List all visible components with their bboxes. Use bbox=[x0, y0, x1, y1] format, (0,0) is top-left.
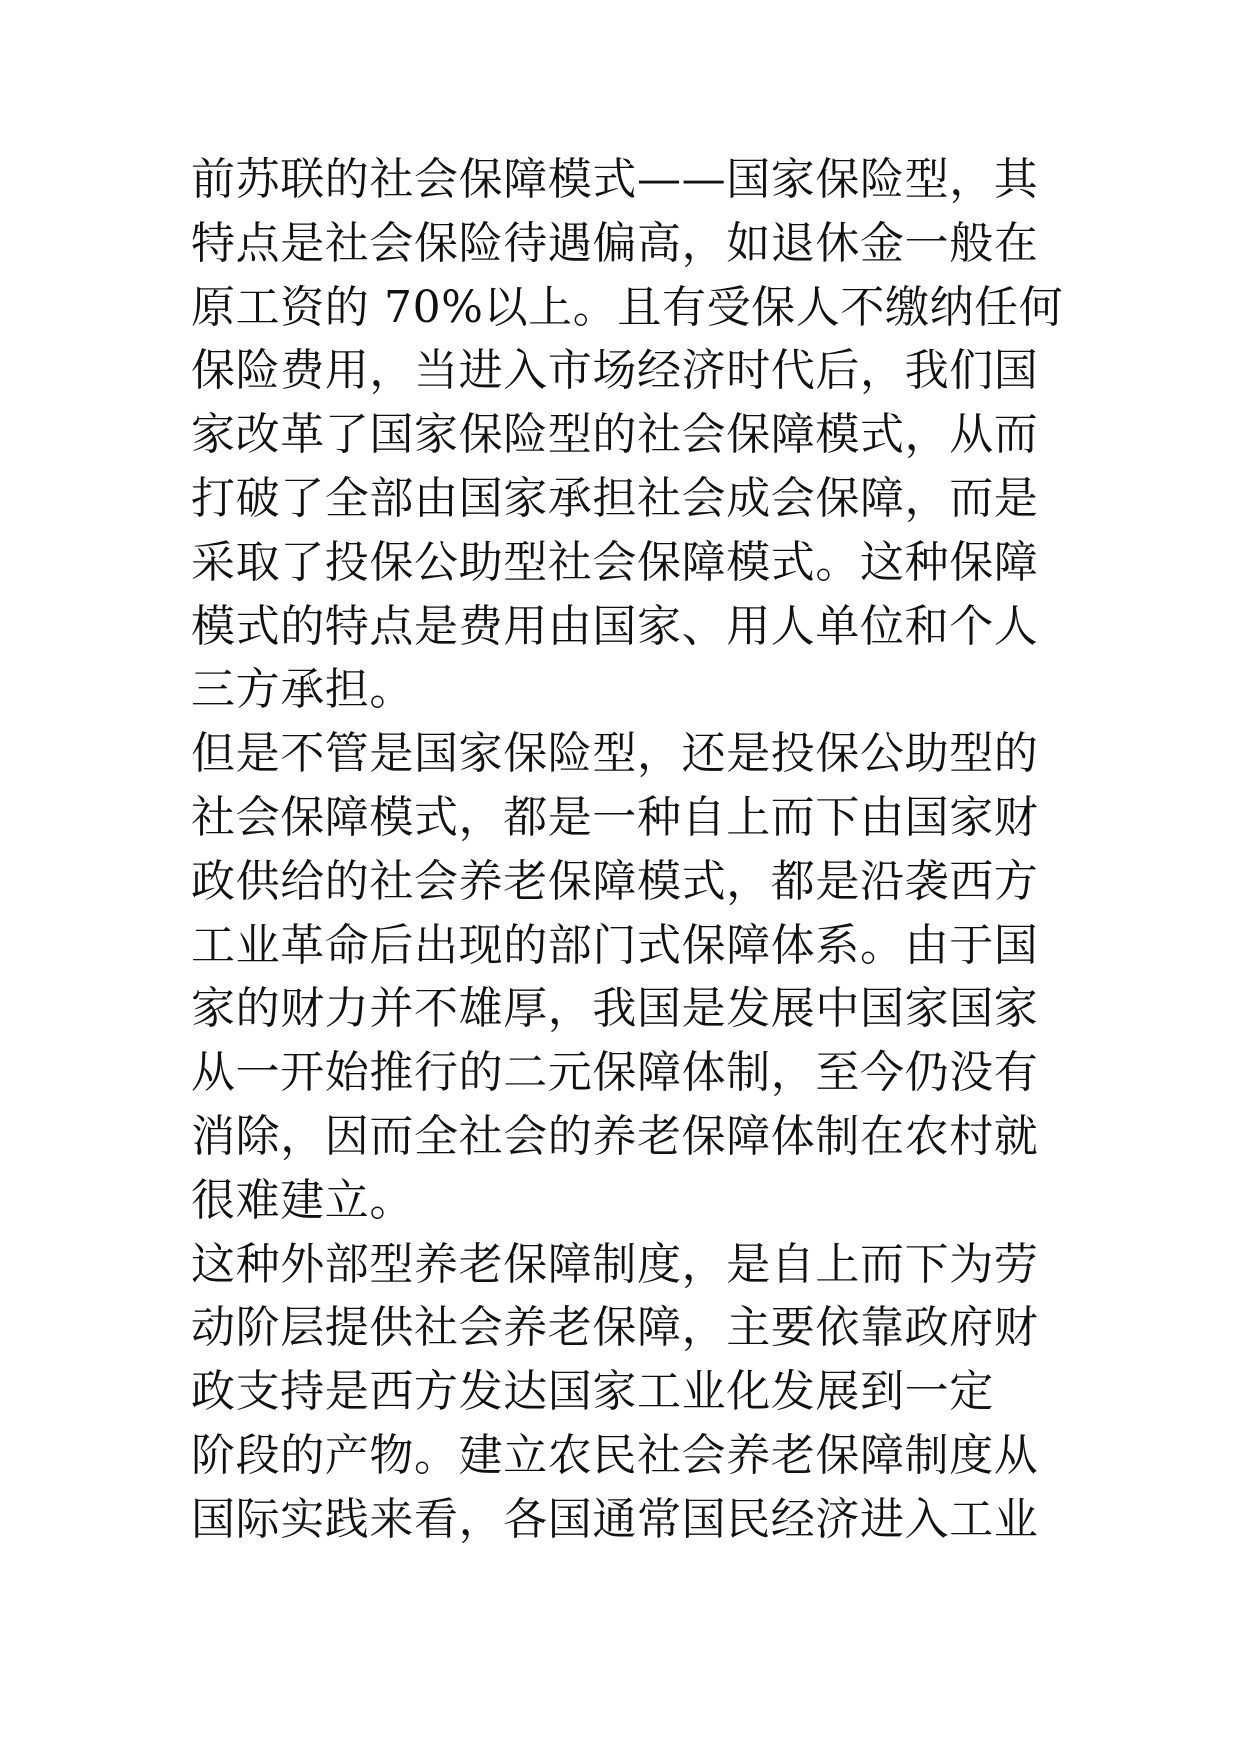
text-line: 特点是社会保险待遇偏高，如退休金一般在 bbox=[191, 217, 1039, 269]
text-line: 政支持是西方发达国家工业化发展到一定 bbox=[191, 1366, 994, 1418]
text-line: 家的财力并不雄厚，我国是发展中国家国家 bbox=[191, 983, 1039, 1035]
text-line: 工业革命后出现的部门式保障体系。由于国 bbox=[191, 919, 1039, 971]
text-line: 政供给的社会养老保障模式，都是沿袭西方 bbox=[191, 855, 1039, 907]
text-line: 采取了投保公助型社会保障模式。这种保障 bbox=[191, 536, 1039, 588]
text-line: 从一开始推行的二元保障体制，至今仍没有 bbox=[191, 1047, 1039, 1099]
text-line: 但是不管是国家保险型，还是投保公助型的 bbox=[191, 728, 1039, 780]
body-text bbox=[191, 148, 1071, 1552]
text-line: 消除，因而全社会的养老保障体制在农村就 bbox=[191, 1110, 1039, 1162]
text-line: 前苏联的社会保障模式——国家保险型，其 bbox=[191, 154, 1039, 205]
text-line: 阶段的产物。建立农民社会养老保障制度从 bbox=[191, 1429, 1039, 1481]
text-line: 家改革了国家保险型的社会保障模式，从而 bbox=[191, 409, 1039, 461]
text-line: 动阶层提供社会养老保障，主要依靠政府财 bbox=[191, 1302, 1039, 1354]
text-line: 原工资的 70%以上。且有受保人不缴纳任何 bbox=[191, 281, 1064, 333]
text-line: 打破了全部由国家承担社会成会保障，而是 bbox=[191, 472, 1039, 524]
text-line: 国际实践来看，各国通常国民经济进入工业 bbox=[191, 1493, 1039, 1545]
text-line: 很难建立。 bbox=[191, 1174, 414, 1226]
text-line: 这种外部型养老保障制度，是自上而下为劳 bbox=[191, 1238, 1039, 1290]
text-line: 社会保障模式，都是一种自上而下由国家财 bbox=[191, 791, 1039, 843]
text-line: 保险费用，当进入市场经济时代后，我们国 bbox=[191, 345, 1039, 397]
text-line: 模式的特点是费用由国家、用人单位和个人 bbox=[191, 600, 1039, 652]
text-line: 三方承担。 bbox=[191, 664, 414, 716]
